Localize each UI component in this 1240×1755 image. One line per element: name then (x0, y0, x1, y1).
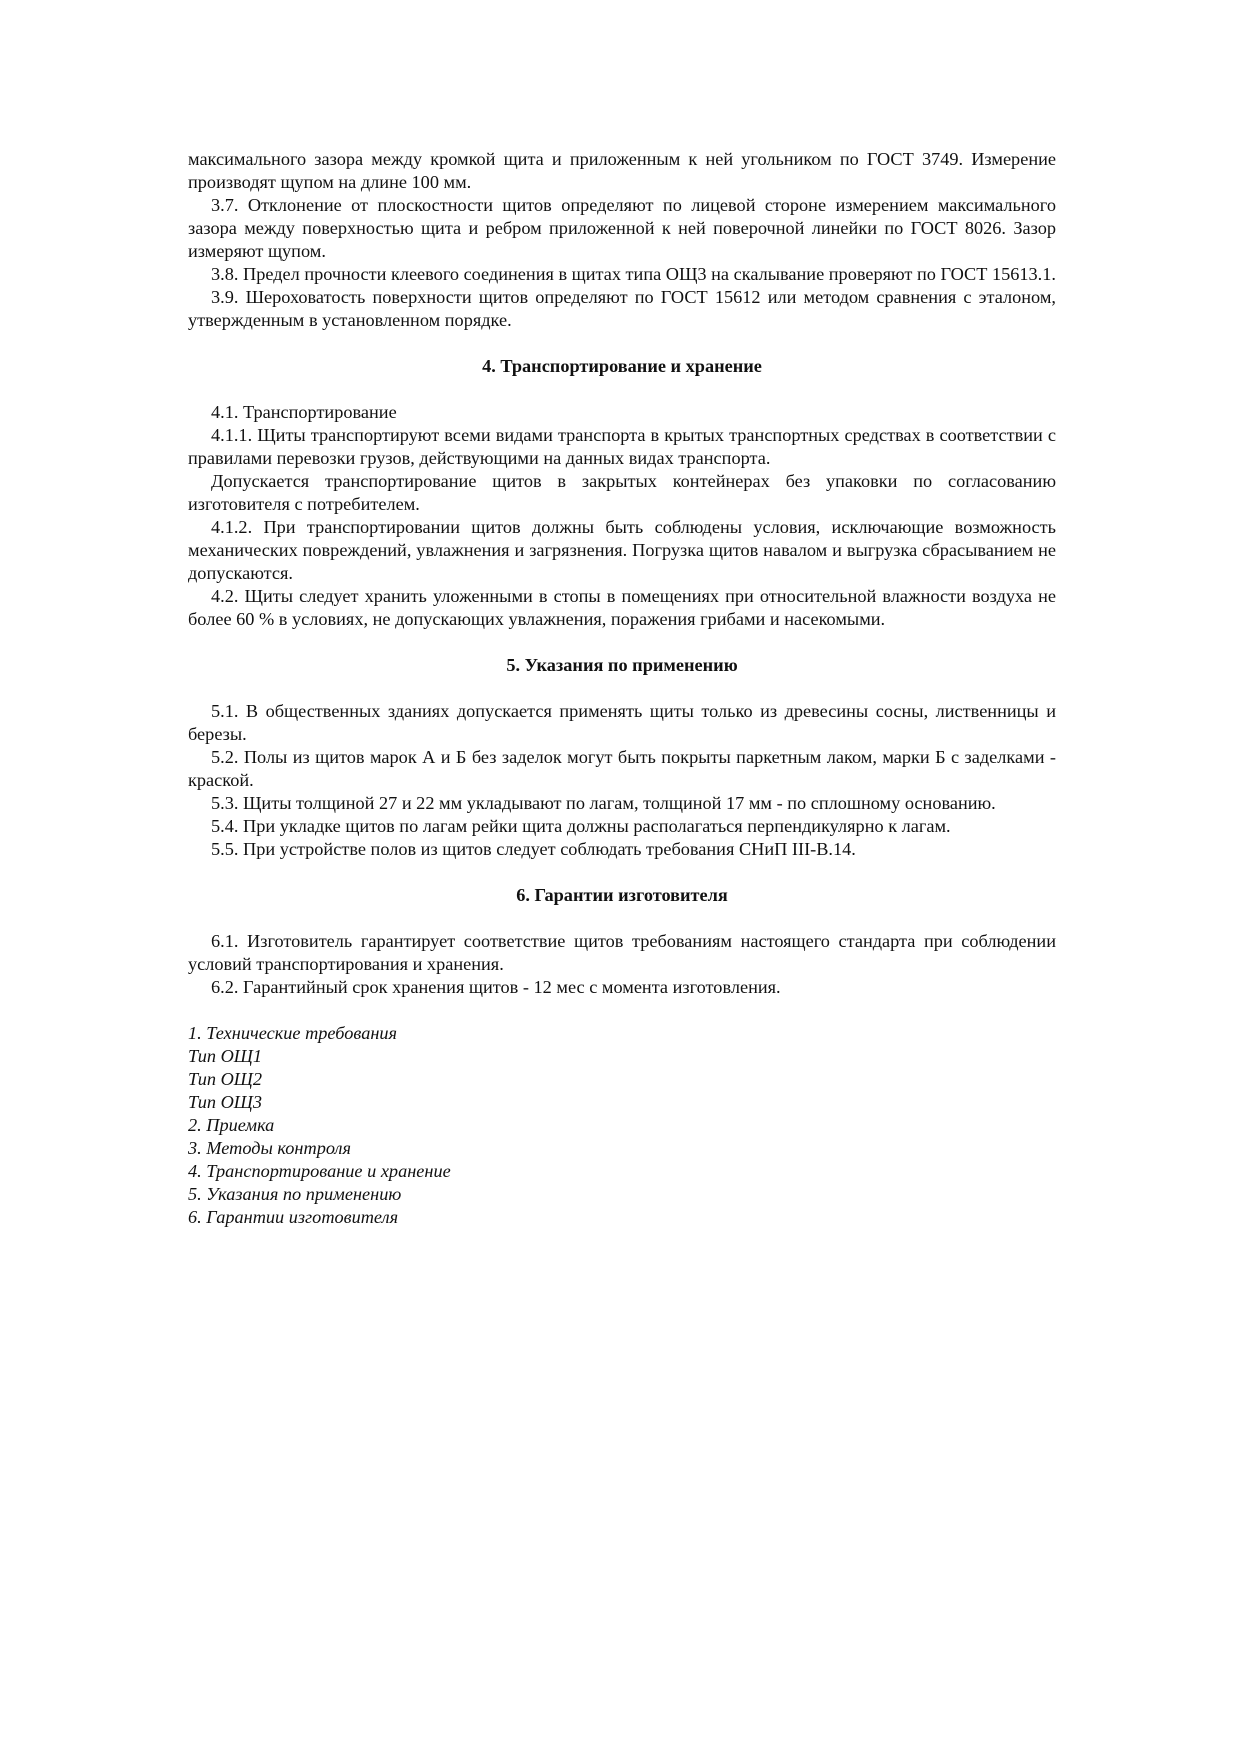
paragraph-3-6-continued: максимального зазора между кромкой щита и приложенным к ней угольником по ГОСТ 3749. Измерение производят щупом на длине 100 мм. (188, 149, 1056, 192)
paragraph-5-5: 5.5. При устройстве полов из щитов следует соблюдать требования СНиП III-В.14. (211, 839, 856, 859)
toc-item[interactable]: 1. Технические требования (188, 1023, 398, 1043)
toc-item[interactable]: 5. Указания по применению (188, 1184, 402, 1204)
paragraph-5-3: 5.3. Щиты толщиной 27 и 22 мм укладывают по лагам, толщиной 17 мм - по сплошному основанию. (211, 793, 996, 813)
paragraph-6-1: 6.1. Изготовитель гарантирует соответствие щитов требованиям настоящего стандарта при соблюдении условий транспортирования и хранения. (188, 931, 1056, 974)
toc-item[interactable]: 6. Гарантии изготовителя (188, 1207, 399, 1227)
paragraph-4-2: 4.2. Щиты следует хранить уложенными в стопы в помещениях при относительной влажности воздуха не более 60 % в условиях, не допускающих увлажнения, поражения грибами и насекомыми. (188, 586, 1056, 629)
paragraph-4-1: 4.1. Транспортирование (211, 402, 397, 422)
paragraph-6-2: 6.2. Гарантийный срок хранения щитов - 12 мес с момента изготовления. (211, 977, 781, 997)
toc-item[interactable]: Тип ОЩ3 (188, 1092, 262, 1112)
toc-item[interactable]: Тип ОЩ1 (188, 1046, 262, 1066)
section-5-heading: 5. Указания по применению (506, 655, 738, 675)
paragraph-3-9: 3.9. Шероховатость поверхности щитов определяют по ГОСТ 15612 или методом сравнения с эталоном, утвержденным в установленном порядке. (188, 287, 1056, 330)
paragraph-5-4: 5.4. При укладке щитов по лагам рейки щита должны располагаться перпендикулярно к лагам. (211, 816, 951, 836)
toc-item[interactable]: 2. Приемка (188, 1115, 275, 1135)
paragraph-4-1-1-note: Допускается транспортирование щитов в закрытых контейнерах без упаковки по согласованию изготовителя с потребителем. (188, 471, 1056, 514)
toc-item[interactable]: Тип ОЩ2 (188, 1069, 262, 1089)
paragraph-3-7: 3.7. Отклонение от плоскостности щитов определяют по лицевой стороне измерением максимального зазора между поверхностью щита и ребром приложенной к ней поверочной линейки по ГОСТ 8026. Зазор измеряют щупом. (188, 195, 1056, 261)
table-of-contents (188, 1022, 1056, 1229)
document-page (188, 148, 1056, 1229)
paragraph-5-1: 5.1. В общественных зданиях допускается применять щиты только из древесины сосны, лиственницы и березы. (188, 701, 1056, 744)
paragraph-3-8: 3.8. Предел прочности клеевого соединения в щитах типа ОЩ3 на скалывание проверяют по ГОСТ 15613.1. (211, 264, 1056, 284)
paragraph-4-1-1: 4.1.1. Щиты транспортируют всеми видами транспорта в крытых транспортных средствах в соответствии с правилами перевозки грузов, действующими на данных видах транспорта. (188, 425, 1056, 468)
toc-item[interactable]: 3. Методы контроля (188, 1138, 351, 1158)
paragraph-4-1-2: 4.1.2. При транспортировании щитов должны быть соблюдены условия, исключающие возможность механических повреждений, увлажнения и загрязнения. Погрузка щитов навалом и выгрузка сбрасыванием не допускаются. (188, 517, 1056, 583)
section-4-heading: 4. Транспортирование и хранение (482, 356, 762, 376)
toc-item[interactable]: 4. Транспортирование и хранение (188, 1161, 451, 1181)
paragraph-5-2: 5.2. Полы из щитов марок А и Б без заделок могут быть покрыты паркетным лаком, марки Б с заделками - краской. (188, 747, 1056, 790)
section-6-heading: 6. Гарантии изготовителя (516, 885, 728, 905)
